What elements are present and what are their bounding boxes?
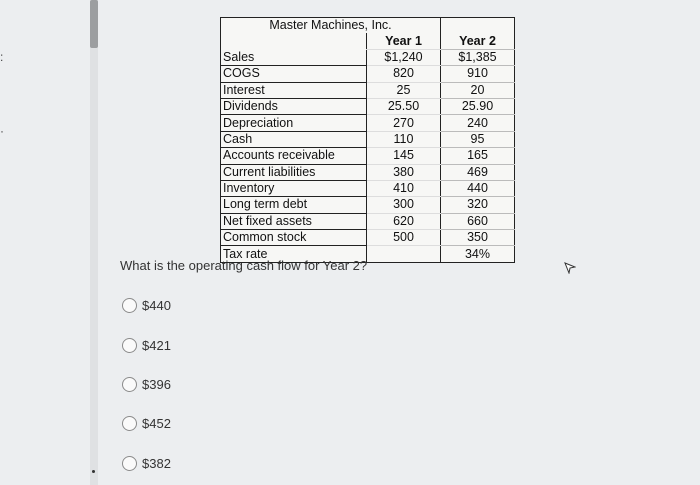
year-1-value: 145 [367,148,441,164]
scrollbar-thumb[interactable] [90,0,98,48]
year-2-value: 165 [441,148,515,164]
year-1-value: 110 [367,131,441,147]
year-1-value: 620 [367,213,441,229]
row-label: Dividends [221,98,367,114]
year-1-value: 410 [367,180,441,196]
year-1-value: 25 [367,82,441,98]
question-text: What is the operating cash flow for Year 2? [120,258,368,273]
table-row [221,131,515,147]
table-row [221,66,515,82]
table-cell [441,18,515,34]
year-2-value: 34% [441,246,515,262]
year-1-value: 25.50 [367,98,441,114]
year-1-value: 820 [367,66,441,82]
row-label: Current liabilities [221,164,367,180]
row-label: COGS [221,66,367,82]
year-2-value: 320 [441,197,515,213]
option-label[interactable]: $382 [142,455,171,471]
scrollbar-track[interactable] [90,0,98,485]
row-label: Inventory [221,180,367,196]
option-label[interactable]: $452 [142,415,171,431]
column-header-year-1: Year 1 [367,33,441,49]
radio-button[interactable] [122,456,137,471]
row-label: Common stock [221,230,367,246]
row-label: Cash [221,131,367,147]
answer-option-1[interactable] [122,296,171,314]
year-2-value: 25.90 [441,98,515,114]
table-row [221,197,515,213]
year-2-value: 440 [441,180,515,196]
year-2-value: 910 [441,66,515,82]
year-1-value [367,246,441,262]
answer-option-5[interactable] [122,454,171,472]
year-2-value: 240 [441,115,515,131]
year-2-value: 350 [441,230,515,246]
table-row [221,164,515,180]
column-header-year-2: Year 2 [441,33,515,49]
row-label: Tax rate [221,246,367,262]
table-row [221,213,515,229]
year-1-value: $1,240 [367,49,441,65]
row-label: Depreciation [221,115,367,131]
table-row [221,115,515,131]
row-label: Long term debt [221,197,367,213]
year-1-value: 300 [367,197,441,213]
radio-button[interactable] [122,298,137,313]
table-row [221,180,515,196]
option-label[interactable]: $421 [142,337,171,353]
dot-marker [92,470,95,473]
year-1-value: 500 [367,230,441,246]
option-label[interactable]: $396 [142,376,171,392]
table-row [221,49,515,65]
table-row [221,82,515,98]
row-label: Accounts receivable [221,148,367,164]
table-cell [221,33,367,49]
answer-option-3[interactable] [122,375,171,393]
option-label[interactable]: $440 [142,297,171,313]
radio-button[interactable] [122,338,137,353]
financial-table [220,17,515,263]
answer-option-4[interactable] [122,414,171,432]
edge-mark: · [0,124,4,138]
year-1-value: 270 [367,115,441,131]
year-2-value: $1,385 [441,49,515,65]
table-header-row [221,33,515,49]
edge-mark: : [0,50,4,64]
row-label: Sales [221,49,367,65]
answer-option-2[interactable] [122,336,171,354]
table-title-row [221,18,515,34]
table-row [221,98,515,114]
year-2-value: 469 [441,164,515,180]
year-2-value: 95 [441,131,515,147]
table-row [221,230,515,246]
row-label: Net fixed assets [221,213,367,229]
year-2-value: 660 [441,213,515,229]
year-1-value: 380 [367,164,441,180]
table-title: Master Machines, Inc. [221,18,441,34]
radio-button[interactable] [122,377,137,392]
mouse-cursor-icon [564,262,576,274]
row-label: Interest [221,82,367,98]
table-row [221,148,515,164]
year-2-value: 20 [441,82,515,98]
radio-button[interactable] [122,416,137,431]
